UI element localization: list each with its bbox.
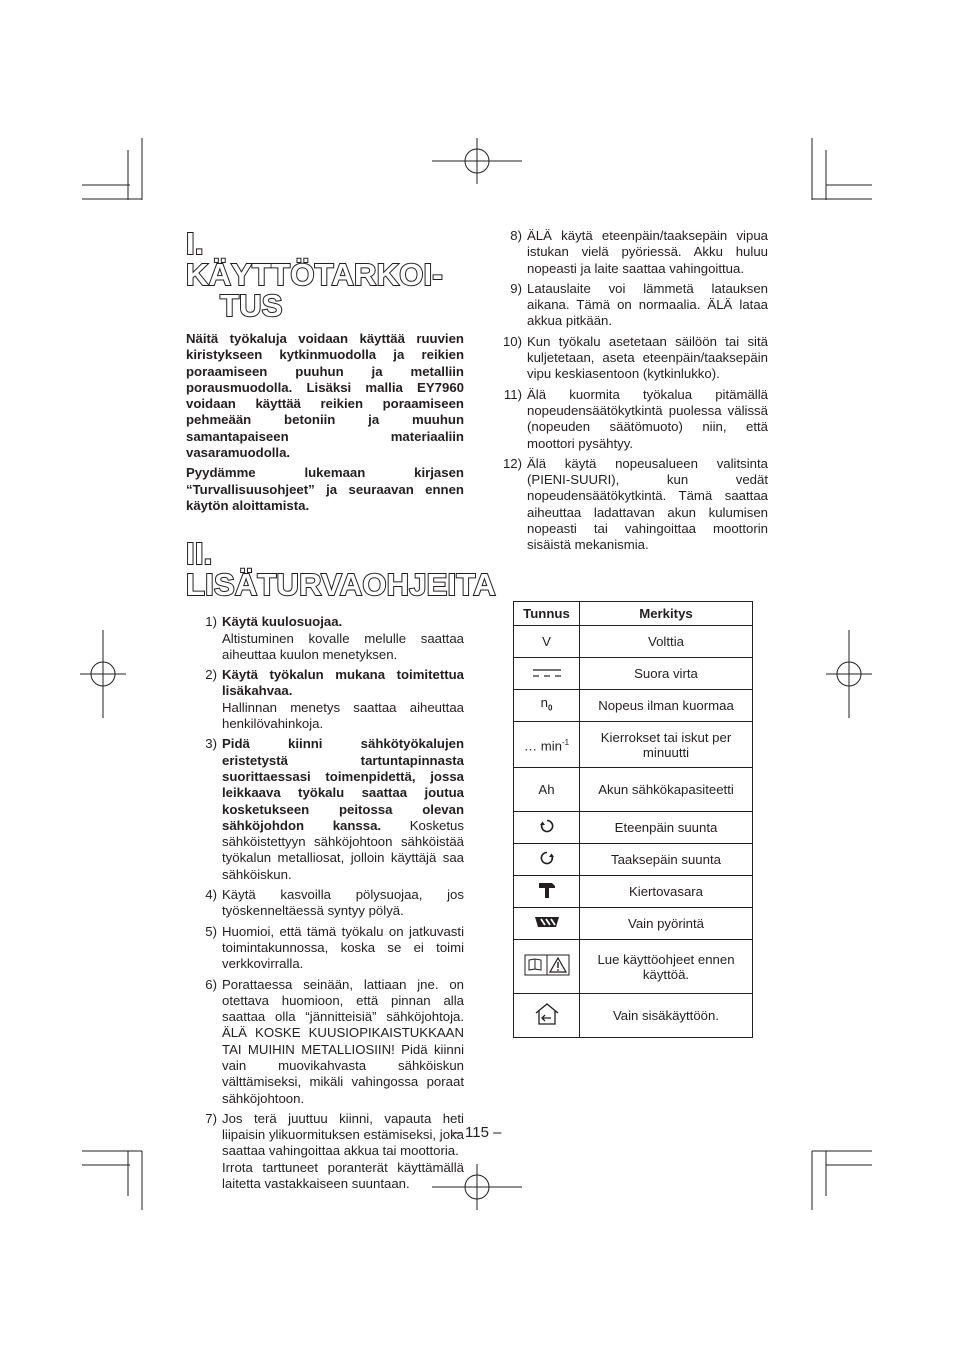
right-column: [500, 228, 768, 558]
item-text-continued: Irrota tarttuneet poranterät käyttämällä laitetta vastakkaiseen suuntaan.: [222, 1159, 464, 1192]
min-superscript: -1: [561, 738, 570, 748]
item-text: Latauslaite voi lämmetä latauksen aikana. Tämä on normaalia. ÄLÄ lataa akkua pitkään.: [527, 280, 768, 329]
page-number: – 115 –: [452, 1124, 502, 1141]
list-item: [500, 334, 768, 383]
symbol-table: [513, 601, 753, 1038]
list-item: [500, 281, 768, 330]
item-text: ÄLÄ käytä eteenpäin/taaksepäin vipua istukan vielä pyöriessä. Akku huluu nopeasti ja laite saattaa vahingoittua.: [527, 228, 768, 276]
row-meaning: Eteenpäin suunta: [580, 812, 753, 844]
table-header-row: [514, 602, 753, 626]
n0-subscript: 0: [547, 703, 553, 713]
item-number: 12): [502, 455, 522, 471]
section1-title: [186, 228, 464, 321]
drill-cell: [514, 908, 580, 940]
header-symbol: Tunnus: [514, 602, 580, 626]
forward-cell: [514, 812, 580, 844]
item-bold-text: Käytä työkalun mukana toimitettua lisäkahvaa.: [222, 667, 464, 699]
table-row: [514, 690, 753, 722]
section2-title: II. LISÄTURVAOHJEITA: [186, 536, 496, 603]
item-text: Älä kuormita työkalua pitämällä nopeudensäätökytkintä puolessa välissä (nopeuden säätömuoto) niin, että moottori pysähtyy.: [527, 386, 768, 451]
safety-list-right: [500, 228, 768, 554]
row-meaning: Taaksepäin suunta: [580, 844, 753, 876]
item-number: 2): [205, 667, 217, 683]
item-number: 8): [510, 228, 522, 243]
list-item: [186, 667, 464, 732]
row-meaning: Akun sähkökapasiteetti: [580, 768, 753, 812]
ah-symbol: Ah: [514, 768, 580, 812]
row-meaning: Lue käyttöohjeet ennen käyttöä.: [580, 940, 753, 994]
list-item: [500, 456, 768, 554]
table-row: [514, 876, 753, 908]
row-meaning: Nopeus ilman kuormaa: [580, 690, 753, 722]
item-number: 1): [205, 614, 217, 630]
item-number: 10): [502, 333, 522, 349]
item-number: 9): [510, 280, 522, 296]
list-item: [186, 924, 464, 973]
row-meaning: Suora virta: [580, 658, 753, 690]
table-row: [514, 844, 753, 876]
list-item: [500, 228, 768, 277]
forward-rotation-icon: [539, 818, 555, 834]
header-meaning: Merkitys: [580, 602, 753, 626]
table-row: [514, 768, 753, 812]
section1-title-line2: TUS: [220, 288, 283, 323]
list-item: [186, 887, 464, 920]
table-row: [514, 658, 753, 690]
item-text: Älä käytä nopeusalueen valitsinta (PIENI-SUURI), kun vedät nopeudensäätökytkintä. Tämä saattaa aiheuttaa ladattavan akun kulumisen nopeasti tai vahingoittaa moottorin sisäistä mekanismia.: [527, 455, 768, 553]
list-item: [186, 977, 464, 1107]
read-manual-warning-icon: [524, 954, 570, 976]
hammer-icon: [537, 880, 557, 900]
row-meaning: Kiertovasara: [580, 876, 753, 908]
table-row: [514, 940, 753, 994]
item-bold-text: Pidä kiinni sähkötyökalujen eristetystä tartuntapinnasta suorittaessasi toimenpidettä, jossa leikkaava työkalu saattaa joutua kosketukseen peitossa olevan sähköjohdon kanssa.: [222, 736, 464, 833]
indoor-use-icon: [533, 1002, 561, 1026]
table-row: [514, 908, 753, 940]
table-row: [514, 626, 753, 658]
row-meaning: Kierrokset tai iskut per minuutti: [580, 722, 753, 768]
volt-symbol: V: [514, 626, 580, 658]
drill-only-icon: [534, 915, 560, 929]
table-row: [514, 722, 753, 768]
min-symbol: [514, 722, 580, 768]
item-text: Käytä kasvoilla pölysuojaa, jos työskenneltäessä syntyy pölyä.: [222, 887, 464, 919]
list-item: [186, 614, 464, 663]
item-text: Altistuminen kovalle melulle saattaa aiheuttaa kuulon menetyksen.: [222, 630, 464, 662]
item-text: Porattaessa seinään, lattiaan jne. on otettava huomioon, että pinnan alla saattaa olla “jännitteisiä” sähköjohtoja. ÄLÄ KOSKE KUUSIOPIKAISTUKKAAN TAI MUIHIN METALLIOSIIN! Pidä kiinni vain muovikahvasta sähköiskun välttämiseksi, mikäli vahingossa poraat sähköjohtoon.: [222, 976, 464, 1106]
item-number: 11): [503, 386, 522, 402]
row-meaning: Vain sisäkäyttöön.: [580, 994, 753, 1038]
list-item: [186, 1111, 464, 1192]
indoor-cell: [514, 994, 580, 1038]
item-text: Jos terä juuttuu kiinni, vapauta heti liipaisin ylikuormituksen estämiseksi, joka saattaa vahingoittaa akkua tai moottoria.: [222, 1110, 464, 1159]
section1-title-line1: I. KÄYTTÖTARKOI-: [186, 226, 443, 292]
item-text: Kosketus sähköistettyyn sähköjohtoon sähköistää työkalun metalliosat, jolloin käyttäjä saa sähköiskun.: [222, 817, 464, 882]
item-text: Hallinnan menetys saattaa aiheuttaa henkilövahinkoja.: [222, 699, 464, 732]
row-meaning: Volttia: [580, 626, 753, 658]
section1-paragraph-2: Pyydämme lukemaan kirjasen “Turvallisuusohjeet” ja seuraavan ennen käytön aloittamista.: [186, 465, 464, 513]
item-text: Huomioi, että tämä työkalu on jatkuvasti toimintakunnossa, koska se ei toimi verkkovirralla.: [222, 923, 464, 972]
section1-paragraph-1: Näitä työkaluja voidaan käyttää ruuvien kiristykseen kytkinmuodolla ja reikien poraamiseen puuhun ja metalliin porausmuodolla. Lisäksi mallia EY7960 voidaan käyttää reikien poraamiseen pehmeään betoniin ja muuhun samantapaiseen materiaaliin vasaramuodolla.: [186, 331, 464, 461]
item-number: 3): [205, 736, 217, 752]
item-number: 5): [205, 923, 217, 939]
item-text: Kun työkalu asetetaan säilöön tai sitä kuljetetaan, aseta eteenpäin/taaksepäin vipu keskiasentoon (kytkinlukko).: [527, 333, 768, 382]
reverse-rotation-icon: [539, 850, 555, 866]
item-number: 7): [205, 1110, 217, 1126]
item-number: 4): [205, 887, 217, 903]
reverse-cell: [514, 844, 580, 876]
n0-base: n: [540, 695, 548, 711]
min-base: … min: [523, 738, 562, 754]
table-row: [514, 994, 753, 1038]
item-bold-text: Käytä kuulosuojaa.: [222, 614, 343, 630]
dc-icon: [532, 668, 562, 678]
list-item: [500, 387, 768, 452]
manual-warning-cell: [514, 940, 580, 994]
item-number: 6): [205, 976, 217, 992]
safety-list-left: [186, 614, 464, 1192]
dc-cell: [514, 658, 580, 690]
hammer-cell: [514, 876, 580, 908]
row-meaning: Vain pyörintä: [580, 908, 753, 940]
list-item: [186, 736, 464, 883]
n0-symbol: [514, 690, 580, 722]
table-row: [514, 812, 753, 844]
